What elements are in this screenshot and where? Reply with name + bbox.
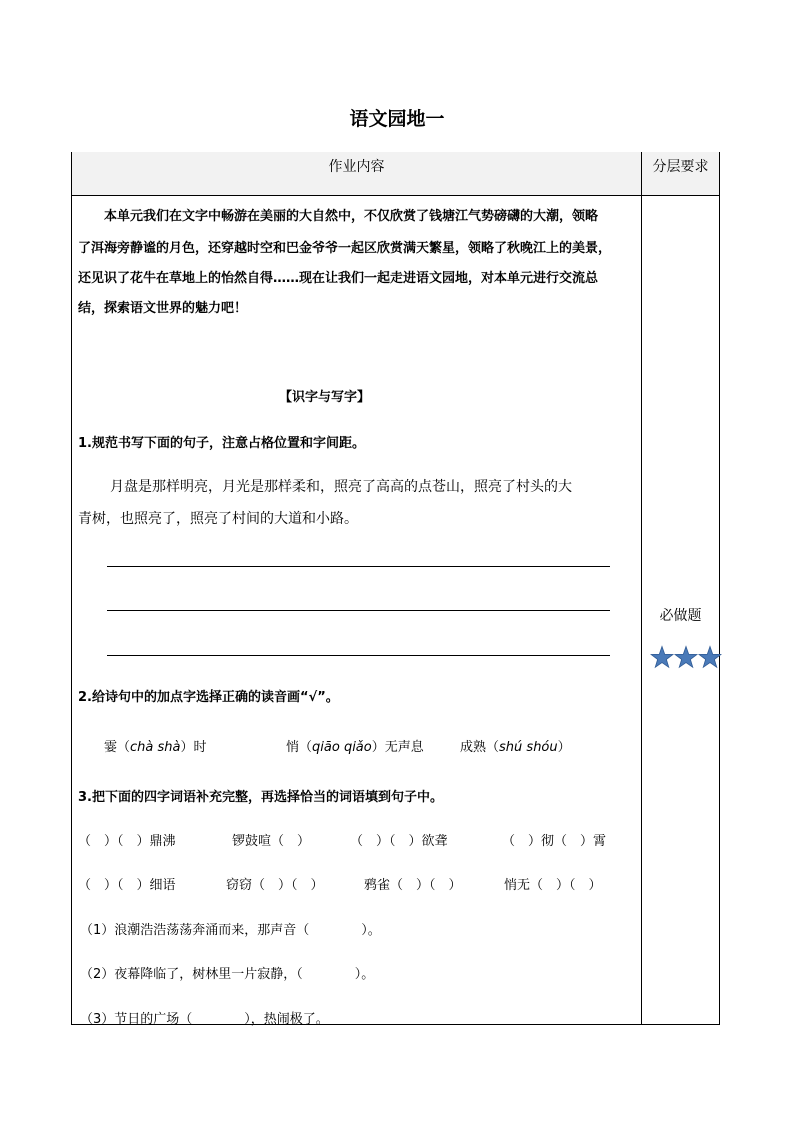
q3-idiom-blank[interactable]: （ ）（ ）鼎沸 bbox=[78, 834, 176, 849]
question-1: 1.规范书写下面的句子，注意占格位置和字间距。 bbox=[78, 436, 365, 451]
q3-idiom-blank[interactable]: （ ）（ ）细语 bbox=[78, 878, 176, 893]
intro-line: 本单元我们在文字中畅游在美丽的大自然中，不仅欣赏了钱塘江气势磅礴的大潮，领略 bbox=[104, 209, 599, 224]
requirement-label: 必做题 bbox=[659, 608, 702, 624]
intro-line: 了洱海旁静谧的月色，还穿越时空和巴金爷爷一起区欣赏满天繁星，领略了秋晚江上的美景， bbox=[78, 241, 612, 256]
q2-word-rest: 无声息 bbox=[384, 740, 424, 755]
star-icon bbox=[651, 647, 673, 668]
q3-idiom-blank[interactable]: 悄无（ ）（ ） bbox=[504, 878, 602, 893]
q2-item-2: 悄（qiāo qiǎo）无声息 bbox=[286, 740, 424, 755]
q3-idiom-blank[interactable]: 锣鼓喧（ ） bbox=[232, 834, 311, 849]
writing-line[interactable] bbox=[107, 566, 610, 567]
q1-sentence-line: 青树，也照亮了，照亮了村间的大道和小路。 bbox=[78, 511, 358, 527]
star-icon bbox=[675, 647, 697, 668]
intro-line: 结，探索语文世界的魅力吧！ bbox=[78, 301, 248, 316]
writing-line[interactable] bbox=[107, 655, 610, 656]
q3-sentence[interactable]: （2）夜幕降临了，树林里一片寂静，（ ）。 bbox=[80, 967, 375, 982]
intro-line: 还见识了花牛在草地上的怡然自得……现在让我们一起走进语文园地，对本单元进行交流总 bbox=[78, 271, 599, 286]
question-3: 3.把下面的四字词语补充完整，再选择恰当的词语填到句子中。 bbox=[78, 790, 443, 805]
question-2: 2.给诗句中的加点字选择正确的读音画“√”。 bbox=[78, 690, 339, 705]
q2-item-1: 霎（chà shà）时 bbox=[104, 740, 207, 755]
header-content: 作业内容 bbox=[72, 152, 641, 195]
star-icon bbox=[699, 647, 721, 668]
q2-item-3: 成熟（shú shóu） bbox=[460, 740, 571, 755]
writing-line[interactable] bbox=[107, 610, 610, 611]
q2-word: 成熟 bbox=[460, 740, 487, 755]
q2-word-rest: 时 bbox=[193, 740, 207, 755]
q3-idiom-blank[interactable]: （ ）（ ）欲聋 bbox=[350, 834, 448, 849]
q3-sentence[interactable]: （3）节日的广场（ ），热闹极了。 bbox=[80, 1012, 329, 1027]
q1-sentence-line: 月盘是那样明亮，月光是那样柔和，照亮了高高的点苍山，照亮了村头的大 bbox=[110, 479, 572, 495]
q3-idiom-blank[interactable]: 鸦雀（ ）（ ） bbox=[364, 878, 462, 893]
q3-idiom-blank[interactable]: 窃窃（ ）（ ） bbox=[226, 878, 324, 893]
q2-pinyin-options[interactable]: qiāo qiǎo bbox=[312, 740, 372, 755]
q3-idiom-blank[interactable]: （ ）彻（ ）霄 bbox=[502, 834, 607, 849]
column-divider bbox=[641, 152, 642, 1025]
q2-pinyin-options[interactable]: shú shóu bbox=[499, 740, 558, 755]
header-requirement: 分层要求 bbox=[642, 152, 719, 195]
header-divider bbox=[71, 195, 720, 196]
q2-word: 悄 bbox=[286, 740, 300, 755]
q2-word: 霎 bbox=[104, 740, 118, 755]
section-title: 【识字与写字】 bbox=[279, 390, 371, 405]
difficulty-stars bbox=[650, 645, 722, 671]
q2-pinyin-options[interactable]: chà shà bbox=[130, 740, 181, 755]
page-title: 语文园地一 bbox=[349, 108, 445, 130]
q3-sentence[interactable]: （1）浪潮浩浩荡荡奔涌而来，那声音（ ）。 bbox=[80, 923, 381, 938]
